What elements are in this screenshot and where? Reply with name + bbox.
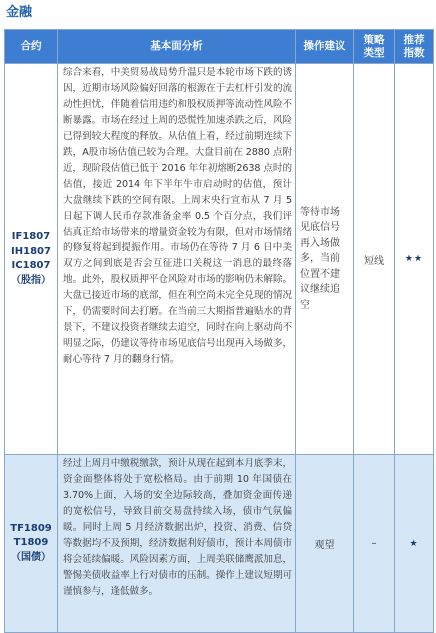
header-row bbox=[5, 30, 434, 64]
header-analysis: 基本面分析 bbox=[58, 30, 296, 64]
header-strategy-line2: 类型 bbox=[363, 46, 385, 59]
contract-category: （股指） bbox=[11, 274, 51, 286]
rating-stars: ★★ bbox=[395, 64, 434, 455]
contract-code: IF1807 bbox=[11, 231, 51, 242]
table-row-stock-index bbox=[5, 64, 434, 455]
section-title: 金融 bbox=[6, 5, 33, 20]
analysis-text: 综合来看，中美贸易战局势升温只是本轮市场下跌的诱因，近期市场风险偏好回落的根源在于去杠杆引发的流动性担忧，伴随着信用违约和股权质押等流动性风险不断暴露。市场在经过上周的恐慌性加速杀跌之后，风险已得到较大程度的释放。从估值上看，经过前期连续下跌，A股市场估值已较为合理。大盘目前在 2880 点附近，现阶段估值已低于 2016 年年初熔断2638 点时的估值，接近 2014 年下半年牛市启动时的估值，预计大盘继续下跌的空间有限。上周末央行宣布从 7 月 5 日起下调人民币存款准备金率 0.5 个百分点，我们评估真正给市场带来的增量资金较为有限，但对市场情绪的修复将起到提振作用。市场仍在等待 7 月 6 日中美双方之间到底是否会互征进口关税这一消息的最终落地。此外，股权质押平仓风险对市场的影响仍未解除。大盘已接近市场的底部，但在利空尚未完全兑现的情况下，仍需要时间去打磨。在当前三大期指普遍贴水的背景下，不建议投资者继续去追空，同时在向上驱动尚不明显之际，仍建议等待市场见底信号出现再入场做多，耐心等待 7 月的翻身行情。 bbox=[58, 64, 296, 455]
contract-code: IH1807 bbox=[11, 245, 51, 257]
futures-table bbox=[4, 29, 434, 633]
advice-text: 等待市场见底信号再入场做多，当前位置不建议继续追空 bbox=[296, 64, 354, 455]
table-row-treasury bbox=[5, 455, 434, 633]
header-strategy-line1: 策略 bbox=[363, 33, 385, 46]
contract-code: TF1809 bbox=[10, 522, 52, 534]
header-contract: 合约 bbox=[5, 30, 58, 64]
advice-text: 观望 bbox=[296, 455, 354, 633]
contract-category: （国债） bbox=[11, 551, 51, 563]
header-rating-line2: 指数 bbox=[403, 46, 425, 59]
contract-cell bbox=[5, 455, 58, 633]
header-rating bbox=[395, 30, 434, 64]
header-rating-line1: 推荐 bbox=[403, 33, 425, 46]
contract-code: T1809 bbox=[13, 537, 49, 549]
contract-code: IC1807 bbox=[11, 260, 51, 271]
rating-stars: ★ bbox=[395, 455, 434, 633]
header-strategy bbox=[354, 30, 395, 64]
strategy-type: – bbox=[354, 455, 395, 633]
strategy-type: 短线 bbox=[354, 64, 395, 455]
analysis-text: 经过上周月中缴税缴款，预计从现在起到本月底季末，资金面整体将处于宽松格局。由于前期 10 年国债在 3.70%上面，入场的安全边际较高，叠加资金面传递的宽松信号，导致目前交易盘持续入场，债市气氛偏暖。同时上周 5 月经济数据出炉，投资、消费、信贷等数据均不及预期，经济数据利好债市，预计本周债市将会延续偏暖。风险因素方面，上周美联储鹰派加息，警惕美债收益率上行对债市的压制。操作上建议短期可谨慎参与，逢低做多。 bbox=[58, 455, 296, 633]
contract-cell bbox=[5, 64, 58, 455]
header-advice: 操作建议 bbox=[296, 30, 354, 64]
